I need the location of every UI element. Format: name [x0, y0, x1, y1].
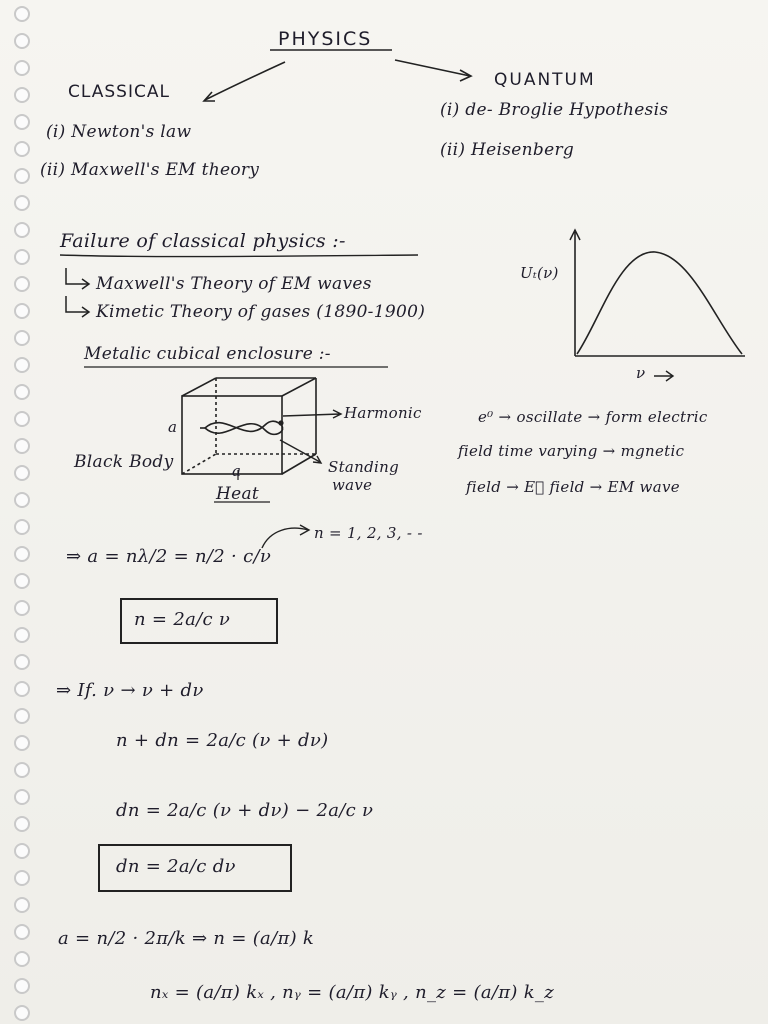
quantum-item-2: (ii) Heisenberg: [440, 140, 575, 160]
wave-label: wave: [332, 476, 373, 494]
failure-underline: [60, 255, 418, 257]
cube-side-label-bottom: a: [232, 462, 242, 480]
cube-dot: [278, 420, 283, 425]
failure-point-1: Maxwell's Theory of EM waves: [96, 274, 372, 294]
cube-drawing: [182, 378, 316, 474]
note-line-1: e⁰ → oscillate → form electric: [478, 408, 708, 426]
a-equation: ⇒ a = nλ/2 = n/2 · c/ν: [66, 546, 272, 567]
quantum-heading: QUANTUM: [494, 70, 596, 90]
failure-heading: Failure of classical physics :-: [60, 230, 346, 252]
graph-y-label: Uₜ(ν): [520, 264, 559, 282]
component-equations: nₓ = (a/π) kₓ , nᵧ = (a/π) kᵧ , n_z = (a/π) k_z: [150, 982, 554, 1003]
n-plus-dn-equation: n + dn = 2a/c (ν + dν): [116, 730, 329, 751]
classical-heading: CLASSICAL: [68, 82, 170, 102]
arrow-to-quantum: [395, 60, 470, 76]
dn-boxed-text: dn = 2a/c dν: [116, 856, 236, 877]
note-line-2: field time varying → mgnetic: [458, 442, 685, 460]
x-arrow: [654, 371, 673, 381]
n-values: n = 1, 2, 3, - -: [314, 524, 423, 542]
dn-boxed-equation: [98, 844, 292, 892]
cube-side-label-top: a: [168, 418, 178, 436]
dn-equation: dn = 2a/c (ν + dν) − 2a/c ν: [116, 800, 374, 821]
note-line-3: field → E⃗ field → EM wave: [466, 478, 680, 496]
quantum-item-1: (i) de- Broglie Hypothesis: [440, 100, 669, 120]
if-line: ⇒ If. ν → ν + dν: [56, 680, 204, 701]
n-equation: n = 2a/c ν: [134, 609, 231, 630]
graph-x-label: ν: [636, 364, 646, 382]
heat-label: Heat: [216, 484, 260, 504]
arrow-to-classical: [205, 62, 285, 100]
a-k-equation: a = n/2 · 2π/k ⇒ n = (a/π) k: [58, 928, 315, 949]
harmonic-arrow: [283, 410, 341, 418]
enclosure-heading: Metalic cubical enclosure :-: [84, 344, 331, 364]
failure-point-2: Kimetic Theory of gases (1890-1900): [96, 302, 426, 322]
graph-curve: [577, 252, 742, 354]
page-title: PHYSICS: [278, 28, 373, 50]
n-boxed-equation: [120, 598, 278, 644]
classical-item-1: (i) Newton's law: [46, 122, 192, 142]
classical-item-2: (ii) Maxwell's EM theory: [40, 160, 260, 180]
harmonic-label: Harmonic: [344, 404, 422, 422]
standing-label: Standing: [328, 458, 399, 476]
n-values-arrow-head: [300, 525, 309, 535]
standing-arrow: [280, 440, 321, 463]
black-body-label: Black Body: [74, 452, 174, 472]
